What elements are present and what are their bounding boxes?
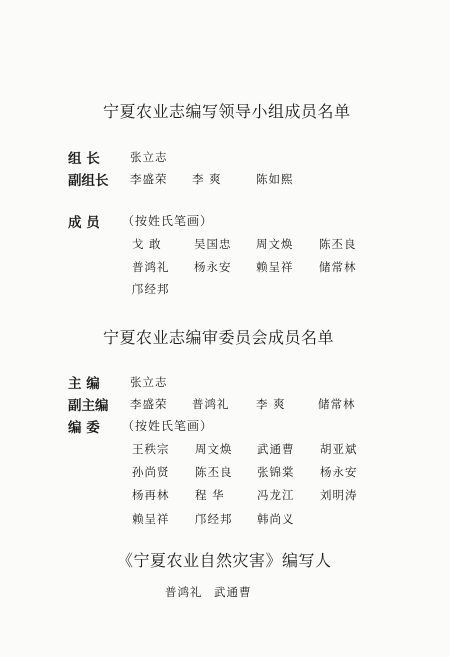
committee-label: 编 委 (68, 420, 100, 436)
member-name: 普鸿礼 (132, 260, 170, 274)
vice-editor-name: 李盛荣 (130, 397, 168, 411)
committee-name: 杨再林 (132, 488, 170, 502)
deputy-name: 李盛荣 (130, 172, 168, 186)
committee-name: 刘明涛 (320, 488, 358, 502)
chief-editor-name: 张立志 (130, 375, 168, 389)
committee-name: 冯龙江 (257, 488, 295, 502)
member-name: 邝经邦 (132, 282, 170, 296)
member-name: 陈丕良 (319, 237, 357, 251)
committee-name: 胡亚斌 (320, 442, 358, 456)
vice-editor-name: 李 爽 (256, 397, 286, 411)
writer-name: 普鸿礼 (165, 585, 203, 599)
section2-title: 宁夏农业志编审委员会成员名单 (103, 328, 335, 347)
committee-name: 赖呈祥 (132, 512, 170, 526)
deputy-label: 副组长 (68, 173, 109, 189)
committee-name: 韩尚义 (257, 512, 295, 526)
committee-name: 孙尚贤 (132, 465, 170, 479)
leader-name: 张立志 (130, 150, 168, 164)
committee-name: 王秩宗 (132, 442, 170, 456)
committee-name: 程 华 (195, 488, 225, 502)
committee-name: 武通曹 (257, 442, 295, 456)
committee-name: 杨永安 (320, 465, 358, 479)
member-name: 赖呈祥 (256, 260, 294, 274)
committee-name: 张锦棠 (257, 465, 295, 479)
committee-note: （按姓氏笔画） (122, 419, 214, 433)
chief-editor-label: 主 编 (68, 376, 100, 392)
member-name: 储常林 (319, 260, 357, 274)
member-name: 戈 敢 (132, 237, 162, 251)
vice-editor-name: 储常林 (318, 397, 356, 411)
committee-name: 陈丕良 (195, 465, 233, 479)
vice-editor-label: 副主编 (68, 398, 109, 414)
deputy-name: 陈如熙 (256, 172, 294, 186)
deputy-name: 李 爽 (192, 172, 222, 186)
leader-label: 组 长 (68, 151, 100, 167)
member-name: 吴国忠 (194, 237, 232, 251)
member-name: 杨永安 (194, 260, 232, 274)
section1-title: 宁夏农业志编写领导小组成员名单 (103, 102, 351, 121)
members-note: （按姓氏笔画） (122, 214, 214, 228)
members-label: 成 员 (68, 215, 100, 231)
vice-editor-name: 普鸿礼 (192, 397, 230, 411)
writer-name: 武通曹 (214, 585, 252, 599)
committee-name: 邝经邦 (195, 512, 233, 526)
committee-name: 周文焕 (195, 442, 233, 456)
member-name: 周文焕 (256, 237, 294, 251)
section3-title: 《宁夏农业自然灾害》编写人 (117, 551, 332, 570)
